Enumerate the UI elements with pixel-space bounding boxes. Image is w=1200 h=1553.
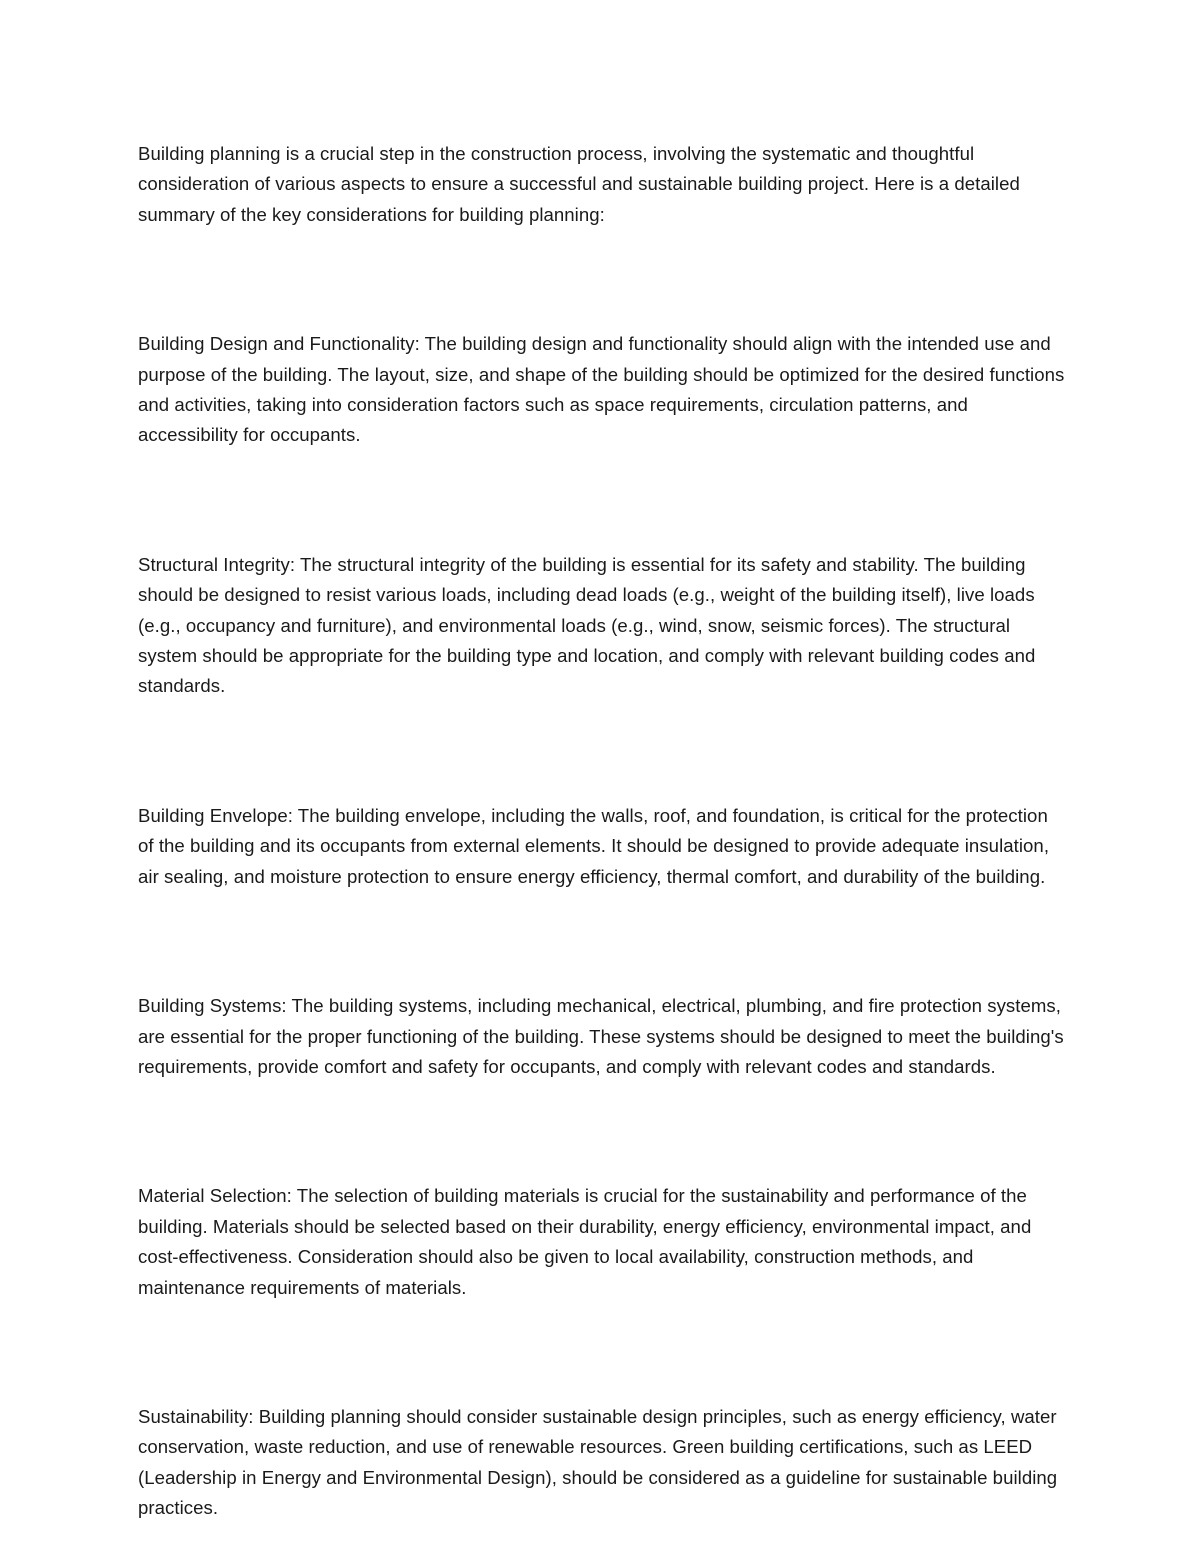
section-building-design-paragraph: Building Design and Functionality: The building design and functionality should align with the intended use and purpose of the building. The layout, size, and shape of the building should be optimized for the desired functions and activities, taking into consideration factors such as space requirements, circulation patterns, and accessibility for occupants. (138, 333, 1065, 446)
intro-paragraph: Building planning is a crucial step in the construction process, involving the systematic and thoughtful consideration of various aspects to ensure a successful and sustainable building project. Here is a detailed summary of the key considerations for building planning: (138, 143, 1020, 225)
section-building-systems-paragraph: Building Systems: The building systems, including mechanical, electrical, plumbing, and fire protection systems, are essential for the proper functioning of the building. These systems should be designed to meet the building's requirements, provide comfort and safety for occupants, and comply with relevant codes and standards. (138, 995, 1064, 1077)
section-structural-integrity-paragraph: Structural Integrity: The structural integrity of the building is essential for its safety and stability. The building should be designed to resist various loads, including dead loads (e.g., weight of the building itself), live loads (e.g., occupancy and furniture), and environmental loads (e.g., wind, snow, seismic forces). The structural system should be appropriate for the building type and location, and comply with relevant building codes and standards. (138, 553, 1036, 697)
document-body (138, 139, 1068, 1524)
section-material-selection-paragraph: Material Selection: The selection of building materials is crucial for the sustainability and performance of the building. Materials should be selected based on their durability, energy efficiency, environmental impact, and cost-effectiveness. Consideration should also be given to local availability, construction methods, and maintenance requirements of materials. (138, 1185, 1032, 1298)
section-building-envelope-paragraph: Building Envelope: The building envelope, including the walls, roof, and foundation, is critical for the protection of the building and its occupants from external elements. It should be designed to provide adequate insulation, air sealing, and moisture protection to ensure energy efficiency, thermal comfort, and durability of the building. (138, 804, 1050, 887)
section-sustainability-paragraph: Sustainability: Building planning should consider sustainable design principles, such as energy efficiency, water conservation, waste reduction, and use of renewable resources. Green building certifications, such as LEED (Leadership in Energy and Environmental Design), should be considered as a guideline for sustainable building practices. (138, 1405, 1058, 1519)
